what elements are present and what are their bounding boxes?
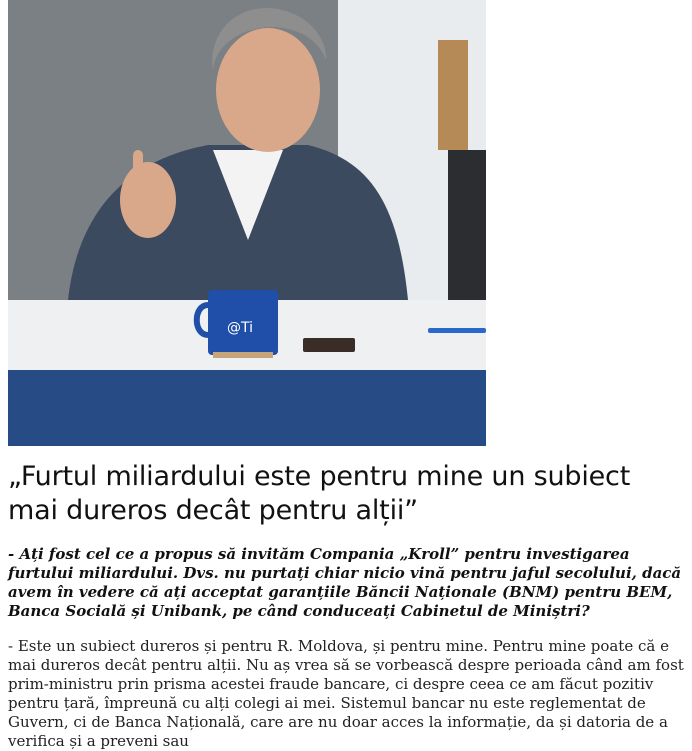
interview-question: - Ați fost cel ce a propus să invităm Compania „Kroll” pentru investigarea furtului miliardului. Dvs. nu purtați chiar nicio vină pentru jaful secolului, dacă avem în vedere că ați acceptat garanțiile Băncii Naționale (BNM) pentru BEM, Banca Socială și Unibank, pe când conduceați Cabinetul de Miniștri?: [8, 545, 682, 620]
photo-illustration: [8, 0, 486, 446]
mug-logo-text: @Ti: [226, 320, 254, 336]
article-headline: „Furtul miliardului este pentru mine un subiect mai dureros decât pentru alții”: [8, 461, 631, 526]
article-photo: [8, 0, 486, 446]
interview-answer: - Este un subiect dureros și pentru R. Moldova, și pentru mine. Pentru mine poate că e mai dureros decât pentru alții. Nu aș vrea să se vorbească despre perioada când am fost prim-ministru prin prisma acestei fraude bancare, ci despre ceea ce am făcut pozitiv pentru țară, împreună cu alți colegi ai mei. Sistemul bancar nu este reglementat de Guvern, ci de Banca Națională, care are nu doar acces la informație, da și datoria de a verifica și a preveni sau: [8, 637, 684, 750]
